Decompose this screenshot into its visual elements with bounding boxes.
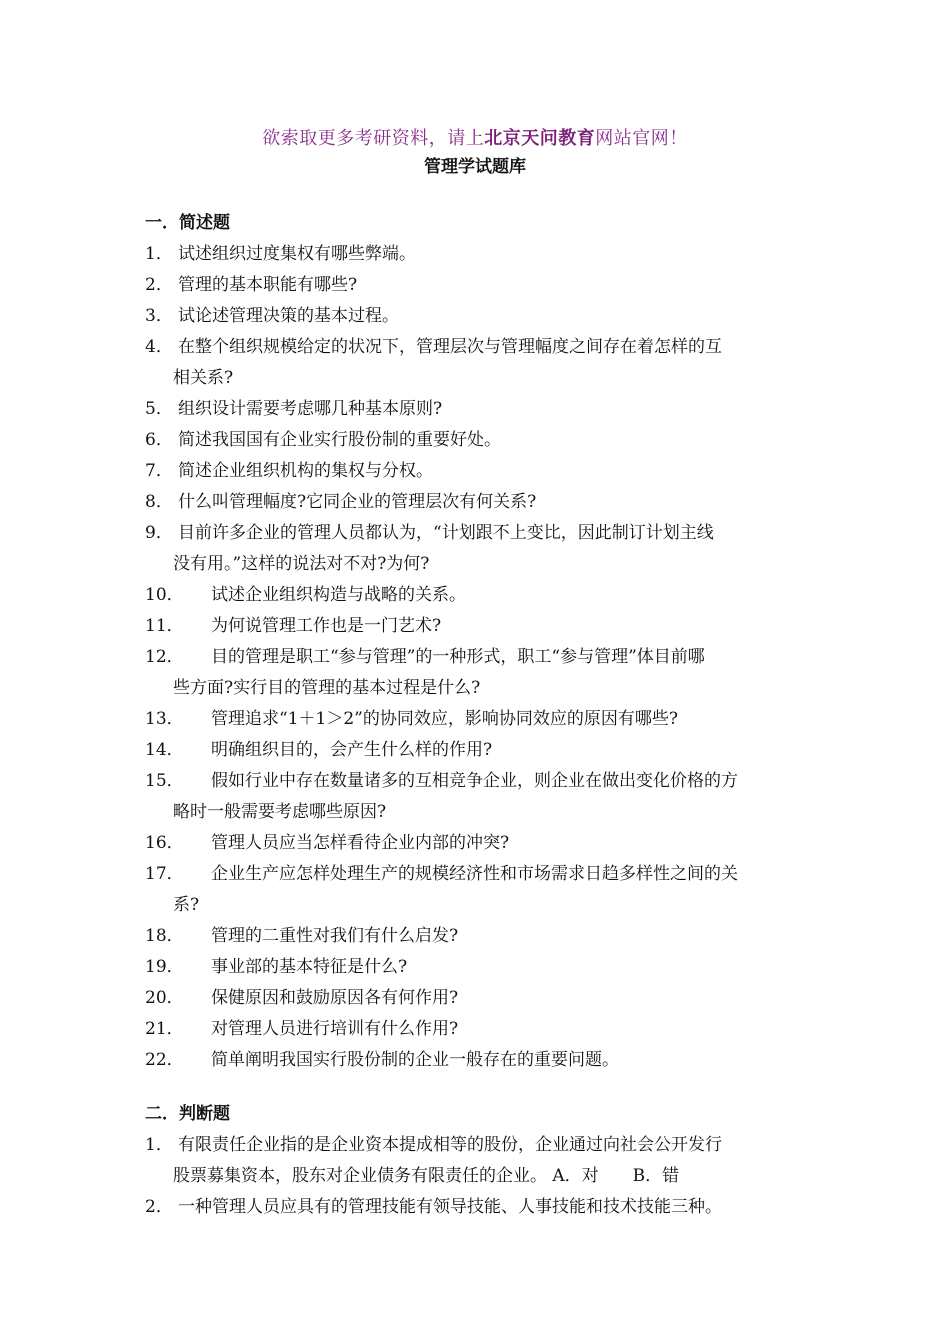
question-line: 组织设计需要考虑哪几种基本原则? [178, 399, 443, 419]
question-number: 2． [145, 275, 173, 295]
question-item [145, 921, 810, 952]
question-line: 假如行业中存在数量诸多的互相竞争企业，则企业在做出变化价格的方 [211, 771, 738, 791]
question-number: 13． [145, 709, 184, 729]
banner-prefix: 欲索取更多考研资料，请上 [262, 128, 485, 149]
question-list [145, 239, 810, 1076]
question-line: 简述我国国有企业实行股份制的重要好处。 [178, 430, 501, 450]
promo-banner [0, 124, 950, 150]
question-item [145, 983, 810, 1014]
question-item [145, 301, 810, 332]
question-continuation-line: 没有用。”这样的说法对不对?为何? [173, 554, 430, 574]
question-line: 什么叫管理幅度?它同企业的管理层次有何关系? [178, 492, 537, 512]
section-short-answer [145, 208, 810, 1076]
question-line: 试述组织过度集权有哪些弊端。 [178, 244, 416, 264]
question-number: 14． [145, 740, 184, 760]
question-line: 管理追求“1＋1＞2”的协同效应，影响协同效应的原因有哪些? [211, 709, 678, 729]
question-text [145, 921, 810, 952]
question-text [145, 859, 810, 921]
question-number: 20． [145, 988, 184, 1008]
question-item [145, 518, 810, 580]
question-item [145, 828, 810, 859]
question-text [145, 456, 810, 487]
question-text [145, 332, 810, 394]
question-number: 11． [145, 616, 184, 636]
question-line: 事业部的基本特征是什么? [211, 957, 408, 977]
question-line: 在整个组织规模给定的状况下，管理层次与管理幅度之间存在着怎样的互 [178, 337, 722, 357]
question-number: 5． [145, 399, 173, 419]
section-title: 一．简述题 [145, 213, 230, 233]
question-item [145, 394, 810, 425]
question-line: 试论述管理决策的基本过程。 [178, 306, 399, 326]
question-continuation-line: 些方面?实行目的管理的基本过程是什么? [173, 678, 481, 698]
question-continuation-line: 相关系? [173, 368, 234, 388]
question-text [145, 1045, 810, 1076]
question-line: 管理的基本职能有哪些? [178, 275, 358, 295]
question-text [145, 642, 810, 704]
question-item [145, 766, 810, 828]
question-number: 17． [145, 864, 184, 884]
question-text [145, 828, 810, 859]
question-item [145, 735, 810, 766]
question-item [145, 1014, 810, 1045]
question-line: 管理人员应当怎样看待企业内部的冲突? [211, 833, 510, 853]
question-number: 8． [145, 492, 173, 512]
question-number: 10． [145, 585, 184, 605]
question-number: 12． [145, 647, 184, 667]
question-text [145, 580, 810, 611]
question-text [145, 270, 810, 301]
question-number: 3． [145, 306, 173, 326]
question-number: 4． [145, 337, 173, 357]
question-item [145, 642, 810, 704]
question-line: 保健原因和鼓励原因各有何作用? [211, 988, 459, 1008]
question-number: 9． [145, 523, 173, 543]
question-item [145, 1045, 810, 1076]
question-line: 为何说管理工作也是一门艺术? [211, 616, 442, 636]
question-line: 管理的二重性对我们有什么启发? [211, 926, 459, 946]
question-continuation-line: 系? [173, 895, 200, 915]
question-item [145, 859, 810, 921]
question-text [145, 1130, 810, 1192]
question-number: 1． [145, 244, 173, 264]
question-list [145, 1130, 810, 1223]
question-number: 1． [145, 1135, 173, 1155]
question-text [145, 735, 810, 766]
question-item [145, 952, 810, 983]
question-item [145, 1130, 810, 1192]
question-number: 18． [145, 926, 184, 946]
question-item [145, 332, 810, 394]
question-line: 试述企业组织构造与战略的关系。 [211, 585, 466, 605]
question-item [145, 425, 810, 456]
question-number: 19． [145, 957, 184, 977]
section-true-false [145, 1099, 810, 1223]
question-line: 有限责任企业指的是企业资本提成相等的股份，企业通过向社会公开发行 [178, 1135, 722, 1155]
question-line: 对管理人员进行培训有什么作用? [211, 1019, 459, 1039]
question-item [145, 580, 810, 611]
question-text [145, 611, 810, 642]
question-line: 简单阐明我国实行股份制的企业一般存在的重要问题。 [211, 1050, 619, 1070]
question-number: 2． [145, 1197, 173, 1217]
question-text [145, 518, 810, 580]
document-title: 管理学试题库 [424, 157, 526, 177]
question-continuation-line: 略时一般需要考虑哪些原因? [173, 802, 387, 822]
question-line: 目的管理是职工“参与管理”的一种形式，职工“参与管理”体目前哪 [211, 647, 705, 667]
banner-highlight: 北京天问教育 [484, 128, 596, 149]
question-line: 明确组织目的，会产生什么样的作用? [211, 740, 493, 760]
question-text [145, 952, 810, 983]
question-line: 目前许多企业的管理人员都认为，“计划跟不上变比，因此制订计划主线 [178, 523, 714, 543]
question-text [145, 766, 810, 828]
question-text [145, 301, 810, 332]
question-item [145, 611, 810, 642]
question-number: 21． [145, 1019, 184, 1039]
question-item [145, 487, 810, 518]
question-text [145, 704, 810, 735]
question-text [145, 239, 810, 270]
question-text [145, 983, 810, 1014]
banner-suffix: 网站官网！ [595, 128, 688, 149]
question-number: 15． [145, 771, 184, 791]
question-number: 16． [145, 833, 184, 853]
question-number: 22． [145, 1050, 184, 1070]
question-line: 企业生产应怎样处理生产的规模经济性和市场需求日趋多样性之间的关 [211, 864, 738, 884]
question-item [145, 1192, 810, 1223]
question-item [145, 456, 810, 487]
question-text [145, 487, 810, 518]
question-text [145, 394, 810, 425]
question-text [145, 425, 810, 456]
question-line: 一种管理人员应具有的管理技能有领导技能、人事技能和技术技能三种。 [178, 1197, 722, 1217]
section-title: 二．判断题 [145, 1104, 230, 1124]
question-line: 简述企业组织机构的集权与分权。 [178, 461, 433, 481]
question-item [145, 239, 810, 270]
question-continuation-line: 股票募集资本，股东对企业债务有限责任的企业。 A．对 B．错 [173, 1166, 680, 1186]
question-number: 6． [145, 430, 173, 450]
question-item [145, 270, 810, 301]
question-text [145, 1192, 810, 1223]
question-number: 7． [145, 461, 173, 481]
question-item [145, 704, 810, 735]
question-text [145, 1014, 810, 1045]
